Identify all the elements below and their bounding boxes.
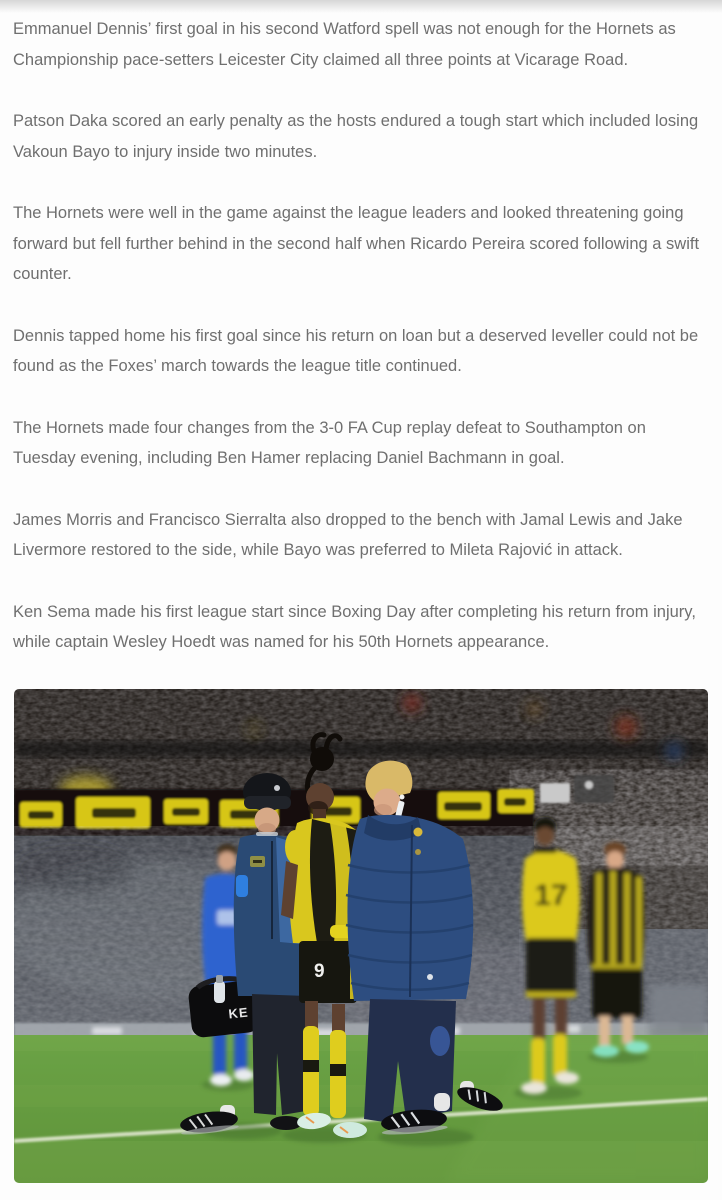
article-image bbox=[14, 689, 708, 1183]
blue-armband bbox=[236, 875, 248, 897]
article-paragraph: Emmanuel Dennis’ first goal in his second Watford spell was not enough for the Hornets as Championship pace-setters Leicester City claimed all three points at Vicarage Road. bbox=[13, 20, 676, 69]
pitch bbox=[14, 1035, 708, 1183]
paragraph-container bbox=[13, 14, 709, 658]
bag-label: KE bbox=[227, 1003, 250, 1022]
shorts-number: 9 bbox=[314, 960, 325, 982]
article-paragraph: The Hornets were well in the game against the league leaders and looked threatening going forward but fell further behind in the second half when Ricardo Pereira scored following a swift counter. bbox=[13, 204, 700, 283]
water-bottle bbox=[214, 981, 225, 1003]
article-paragraph: Ken Sema made his first league start since Boxing Day after completing his return from injury, while captain Wesley Hoedt was named for his 50th Hornets appearance. bbox=[13, 602, 696, 651]
article-paragraph: James Morris and Francisco Sierralta also dropped to the bench with Jamal Lewis and Jake Livermore restored to the side, while Bayo was preferred to Mileta Rajović in attack. bbox=[13, 510, 683, 559]
article-paragraph: Dennis tapped home his first goal since his return on loan but a deserved leveller could not be found as the Foxes’ march towards the league title continued. bbox=[13, 326, 699, 375]
match-photo bbox=[14, 689, 708, 1183]
article-paragraph: The Hornets made four changes from the 3-0 FA Cup replay defeat to Southampton on Tuesday evening, including Ben Hamer replacing Daniel Bachmann in goal. bbox=[13, 418, 646, 467]
article-paragraph: Patson Daka scored an early penalty as the hosts endured a tough start which included losing Vakoun Bayo to injury inside two minutes. bbox=[13, 112, 699, 161]
shirt-number: 17 bbox=[534, 878, 568, 912]
white-sign bbox=[540, 783, 570, 803]
